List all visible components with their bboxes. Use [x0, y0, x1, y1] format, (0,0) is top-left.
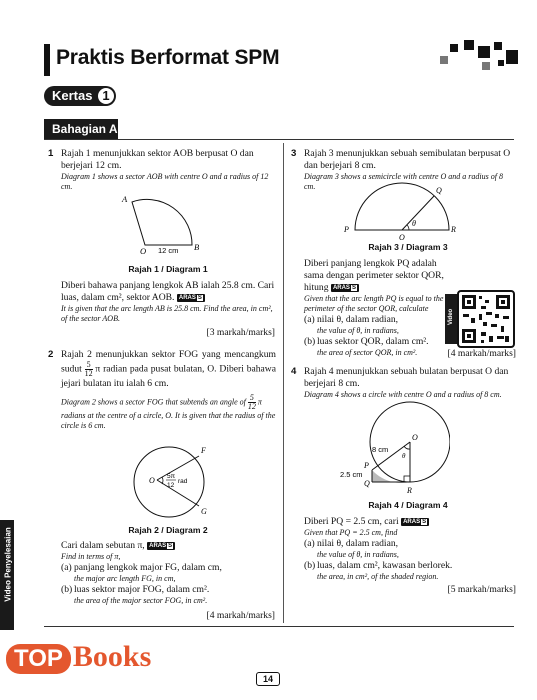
- task-text-en: Given that PQ = 2.5 cm, find: [304, 528, 398, 537]
- question-number: 3: [291, 148, 297, 159]
- label-p: P: [364, 461, 369, 470]
- question-1: [48, 148, 276, 192]
- section-label: Bahagian A: [44, 119, 118, 139]
- label-o: O: [412, 433, 418, 442]
- diagram-1: [110, 190, 220, 256]
- header-accent-bar: [44, 44, 50, 76]
- part-a: (a) nilai θ, dalam radian, the value of θ, in radians,: [304, 314, 399, 335]
- page-title: Praktis Berformat SPM: [56, 46, 280, 69]
- question-text-en-2: π radians at the centre of a circle, O. It is given that the radius of the circle is 6 cm.: [61, 397, 276, 430]
- qr-side-label: Video: [445, 294, 457, 344]
- question-text-ms: Rajah 3 menunjukkan sebuah semibulatan berpusat O dan berjejari 8 cm.: [304, 148, 511, 171]
- question-2: [48, 349, 276, 431]
- part-b: (b) luas sektor QOR, dalam cm². the area of sector QOR, in cm².: [304, 336, 429, 357]
- task-text-en: It is given that the arc length AB is 25.8 cm. Find the area, in cm², of the sector AOB.: [61, 304, 273, 323]
- topbooks-logo: TOP Books: [6, 640, 151, 674]
- fraction-en: $\frac{5}{12}$: [247, 393, 256, 411]
- part-b: (b) luas sektor major FOG, dalam cm². the area of the major sector FOG, in cm².: [61, 584, 210, 605]
- question-4-task: [304, 516, 516, 596]
- question-text-en: Diagram 3 shows a semicircle with centre O and a radius of 8 cm.: [304, 172, 503, 191]
- label-radius: 8 cm: [372, 445, 389, 454]
- marks: [3 markah/marks]: [206, 327, 275, 338]
- label-radius: 12 cm: [158, 246, 179, 255]
- aras-badge: ARAS S: [177, 294, 205, 302]
- question-text-ms: Rajah 4 menunjukkan sebuah bulatan berpusat O dan berjejari 8 cm.: [304, 366, 509, 389]
- question-number: 1: [48, 148, 54, 159]
- part-b: (b) luas, dalam cm², kawasan berlorek. the area, in cm², of the shaded region.: [304, 560, 453, 581]
- label-p: P: [344, 225, 349, 234]
- label-r: R: [451, 225, 456, 234]
- video-side-tab-label: Video Penyelesaian: [3, 527, 13, 602]
- diagram-2: [125, 442, 221, 522]
- aras-badge: ARAS S: [147, 542, 175, 550]
- part-a: (a) nilai θ, dalam radian, the value of θ, in radians,: [304, 538, 399, 559]
- kertas-label: Kertas: [52, 88, 93, 103]
- column-divider: [283, 143, 284, 623]
- question-text-en: Diagram 1 shows a sector AOB with centre O and a radius of 12 cm.: [61, 172, 269, 191]
- diagram-3: [338, 180, 470, 242]
- header-decoration: [420, 40, 520, 76]
- question-4: [291, 366, 516, 400]
- task-text-ms: Diberi PQ = 2.5 cm, cari: [304, 516, 399, 527]
- angle-unit: rad: [178, 478, 188, 485]
- question-number: 2: [48, 349, 54, 360]
- section-rule: [44, 139, 514, 140]
- label-g: G: [201, 507, 207, 516]
- label-o: O: [399, 233, 405, 242]
- label-a: A: [122, 194, 128, 204]
- label-q: Q: [364, 479, 370, 488]
- fraction: $\frac{5}{12}$: [84, 360, 93, 378]
- caption-3: Rajah 3 / Diagram 3: [368, 242, 448, 252]
- task-text-en: Find in terms of π,: [61, 552, 121, 561]
- task-text-ms: Diberi bahawa panjang lengkok AB ialah 25.8 cm. Cari luas, dalam cm², sektor AOB.: [61, 280, 275, 303]
- diagram-4: [340, 400, 450, 496]
- question-1-task: [61, 280, 275, 339]
- question-text-ms-2: π radian pada pusat bulatan, O. Diberi bahawa jejari bulatan itu ialah 6 cm.: [61, 363, 276, 389]
- page-number: 14: [256, 672, 280, 686]
- caption-4: Rajah 4 / Diagram 4: [368, 500, 448, 510]
- label-q: Q: [436, 186, 442, 195]
- question-text-en-1: Diagram 2 shows a sector FOG that subtends an angle of: [61, 397, 246, 407]
- label-r: R: [407, 486, 412, 495]
- label-o: O: [149, 476, 155, 485]
- bottom-rule: [44, 626, 514, 627]
- caption-1: Rajah 1 / Diagram 1: [128, 264, 208, 274]
- label-f: F: [201, 446, 206, 455]
- question-number: 4: [291, 366, 297, 377]
- task-text-en: Given that the arc length PQ is equal to the perimeter of the sector QOR, calculate: [304, 294, 444, 313]
- qr-code[interactable]: [457, 290, 515, 348]
- part-a: (a) panjang lengkok major FG, dalam cm, the major arc length FG, in cm,: [61, 562, 222, 583]
- question-2-task: [61, 540, 275, 622]
- kertas-number: 1: [98, 88, 114, 104]
- task-text-ms: Diberi panjang lengkok PQ adalah sama dengan perimeter sektor QOR, hitung: [304, 258, 444, 293]
- marks: [4 markah/marks]: [206, 610, 275, 621]
- angle-denominator: 12: [167, 482, 175, 489]
- question-3-task: [304, 258, 454, 358]
- label-pq: 2.5 cm: [340, 470, 363, 479]
- label-theta: θ: [412, 219, 416, 228]
- qr-pattern-icon: [459, 292, 513, 346]
- aras-badge: ARAS S: [331, 284, 359, 292]
- caption-2: Rajah 2 / Diagram 2: [128, 525, 208, 535]
- kertas-badge: [44, 86, 116, 106]
- task-text-ms: Cari dalam sebutan π,: [61, 540, 145, 551]
- question-text-ms: Rajah 1 menunjukkan sektor AOB berpusat O dan berjejari 12 cm.: [61, 148, 254, 171]
- marks-3: [4 markah/marks]: [447, 348, 516, 359]
- label-o: O: [140, 246, 147, 256]
- marks: [5 markah/marks]: [447, 584, 516, 595]
- label-b: B: [194, 242, 200, 252]
- question-text-en: Diagram 4 shows a circle with centre O and a radius of 8 cm.: [304, 390, 502, 399]
- question-text-ms-1: Rajah 2 menunjukkan sektor FOG yang mencangkum sudut: [61, 349, 276, 375]
- aras-badge: ARAS S: [401, 518, 429, 526]
- label-theta: θ: [402, 452, 406, 460]
- angle-numerator: 5π: [167, 473, 176, 480]
